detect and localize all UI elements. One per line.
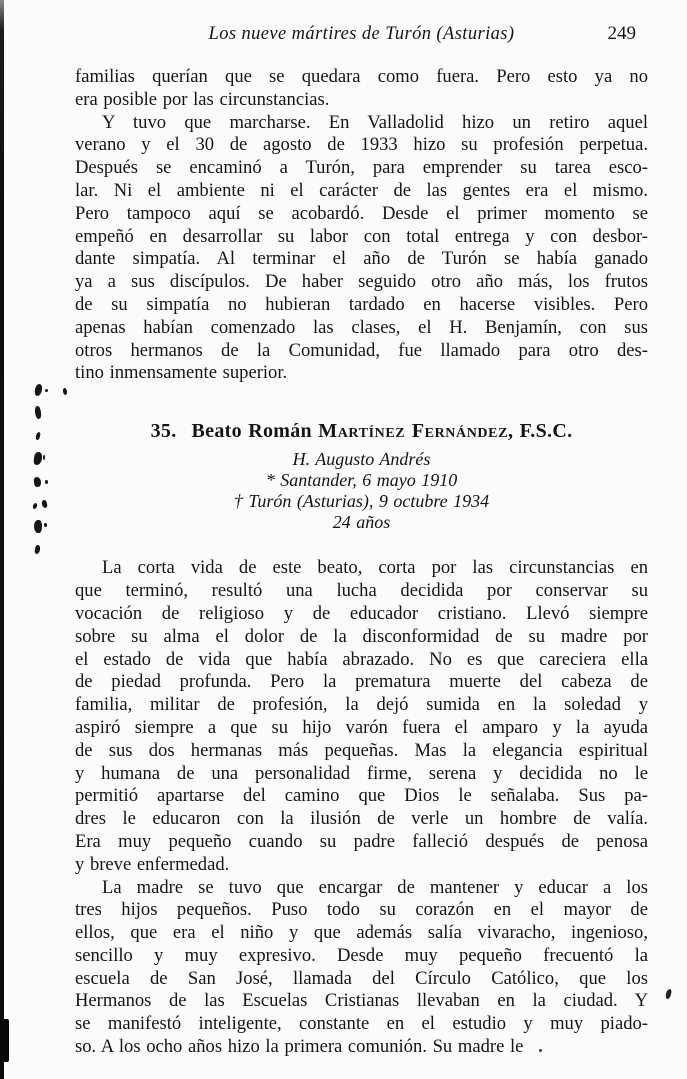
text-line: familias querían que se quedara como fuera. Pero esto ya no — [75, 66, 648, 87]
text-line: escuela de San José, llamada del Círculo Católico, que los — [75, 967, 648, 989]
epigraph-religious-name: H. Augusto Andrés — [292, 449, 431, 470]
scan-edge-blob-artifact — [0, 1019, 9, 1062]
text-line: Después se encaminó a Turón, para emprender su tarea esco- — [75, 157, 648, 179]
text-line: verano y el 30 de agosto de 1933 hizo su profesión perpetua. — [75, 134, 648, 156]
text-line: Y tuvo que marcharse. En Valladolid hizo un retiro aquel — [102, 111, 648, 133]
scan-smudge-artifact — [62, 388, 67, 396]
text-line: lar. Ni el ambiente ni el carácter de las gentes era el mismo. — [75, 179, 648, 201]
scan-smudge-artifact — [35, 406, 42, 419]
scan-smudge-artifact — [43, 455, 45, 460]
scan-smudge-artifact — [34, 520, 43, 534]
text-line: vocación de religioso y de educador cristiano. Llevó siempre — [75, 602, 648, 624]
running-header — [75, 23, 648, 49]
heading-suffix: , F.S.C. — [508, 420, 573, 443]
heading-surname-smallcaps: Martínez Fernández — [318, 420, 509, 443]
text-line: familia, militar de profesión, la dejó sumida en la soledad y — [75, 694, 648, 716]
scan-smudge-artifact — [34, 384, 43, 397]
text-line: se manifestó inteligente, constante en el estudio y muy piado- — [75, 1013, 648, 1035]
scan-smudge-artifact — [35, 432, 41, 441]
section-heading — [75, 419, 648, 443]
epigraph-age-line: 24 años — [332, 511, 391, 532]
text-line: tres hijos pequeños. Puso todo su corazón en el mayor de — [75, 899, 648, 921]
text-line: de sus dos hermanas más pequeñas. Mas la elegancia espiritual — [75, 739, 648, 761]
scan-smudge-artifact — [32, 502, 38, 509]
text-line: Pero tampoco aquí se acobardó. Desde el primer momento se — [75, 202, 648, 224]
text-line: el estado de vida que había abrazado. No es que careciera ella — [75, 648, 648, 670]
text-line: dante simpatía. Al terminar el año de Turón se había ganado — [75, 248, 648, 270]
scan-smudge-artifact — [45, 389, 48, 392]
text-line: que terminó, resultó una lucha decidida por conservar su — [75, 580, 648, 602]
text-line: era posible por las circunstancias. — [75, 88, 330, 110]
text-line: otros hermanos de la Comunidad, fue llamado para otro des- — [75, 339, 648, 361]
scan-smudge-artifact — [33, 477, 41, 488]
text-line: La madre se tuvo que encargar de mantener y educar a los — [102, 876, 648, 898]
epigraph — [75, 449, 648, 532]
text-line: aspiró siempre a que su hijo varón fuera el amparo y la ayuda — [75, 716, 648, 738]
text-line: Era muy pequeño cuando su padre falleció después de penosa — [75, 830, 648, 852]
scan-smudge-artifact — [41, 500, 48, 509]
heading-number: 35. — [150, 420, 177, 443]
epigraph-death-line: † Turón (Asturias), 9 octubre 1934 — [233, 490, 490, 511]
text-line: tino inmensamente superior. — [75, 362, 288, 384]
paragraph — [75, 877, 648, 1059]
text-line: de piedad profunda. Pero la prematura muerte del cabeza de — [75, 671, 648, 693]
running-title: Los nueve mártires de Turón (Asturias) — [208, 24, 515, 44]
text-line: permitió apartarse del camino que Dios le señalaba. Sus pa- — [75, 785, 648, 807]
scan-smudge-artifact — [34, 545, 40, 555]
paragraph — [75, 66, 648, 112]
scan-edge-artifact — [0, 0, 4, 1079]
scan-smudge-artifact — [45, 480, 48, 484]
epigraph-birth-line: * Santander, 6 mayo 1910 — [265, 469, 458, 490]
text-line: y breve enfermedad. — [75, 853, 230, 875]
scan-smudge-artifact — [33, 452, 42, 466]
text-line: de su simpatía no hubieran tardado en hacerse visibles. Pero — [75, 293, 648, 315]
paragraph — [75, 557, 648, 876]
paragraph — [75, 112, 648, 386]
scan-speck-artifact — [539, 1049, 542, 1052]
text-line: ya a sus discípulos. De haber seguido otro año más, los frutos — [75, 271, 648, 293]
text-line: Hermanos de las Escuelas Cristianas llevaban en la ciudad. Y — [75, 990, 648, 1012]
text-line: ellos, que era el niño y que además salía vivaracho, ingenioso, — [75, 922, 648, 944]
text-line: empeñó en desarrollar su labor con total entrega y con desbor- — [75, 225, 648, 247]
text-line: sencillo y muy expresivo. Desde muy pequeño frecuentó la — [75, 944, 648, 966]
heading-title: Beato Román — [191, 420, 312, 443]
text-line: y humana de una personalidad firme, serena y decidida no le — [75, 762, 648, 784]
text-line: La corta vida de este beato, corta por las circunstancias en — [102, 557, 648, 579]
scan-speck-artifact — [665, 989, 672, 1000]
page-body — [75, 66, 648, 1059]
scan-smudge-artifact — [44, 523, 47, 527]
text-line: dres le educaron con la ilusión de verle un hombre de valía. — [75, 808, 648, 830]
text-line: so. A los ocho años hizo la primera comunión. Su madre le — [75, 1036, 524, 1058]
page-number: 249 — [607, 23, 636, 44]
text-line: apenas habían comenzado las clases, el H. Benjamín, con sus — [75, 316, 648, 338]
text-line: sobre su alma el dolor de la disconformidad de su madre por — [75, 625, 648, 647]
